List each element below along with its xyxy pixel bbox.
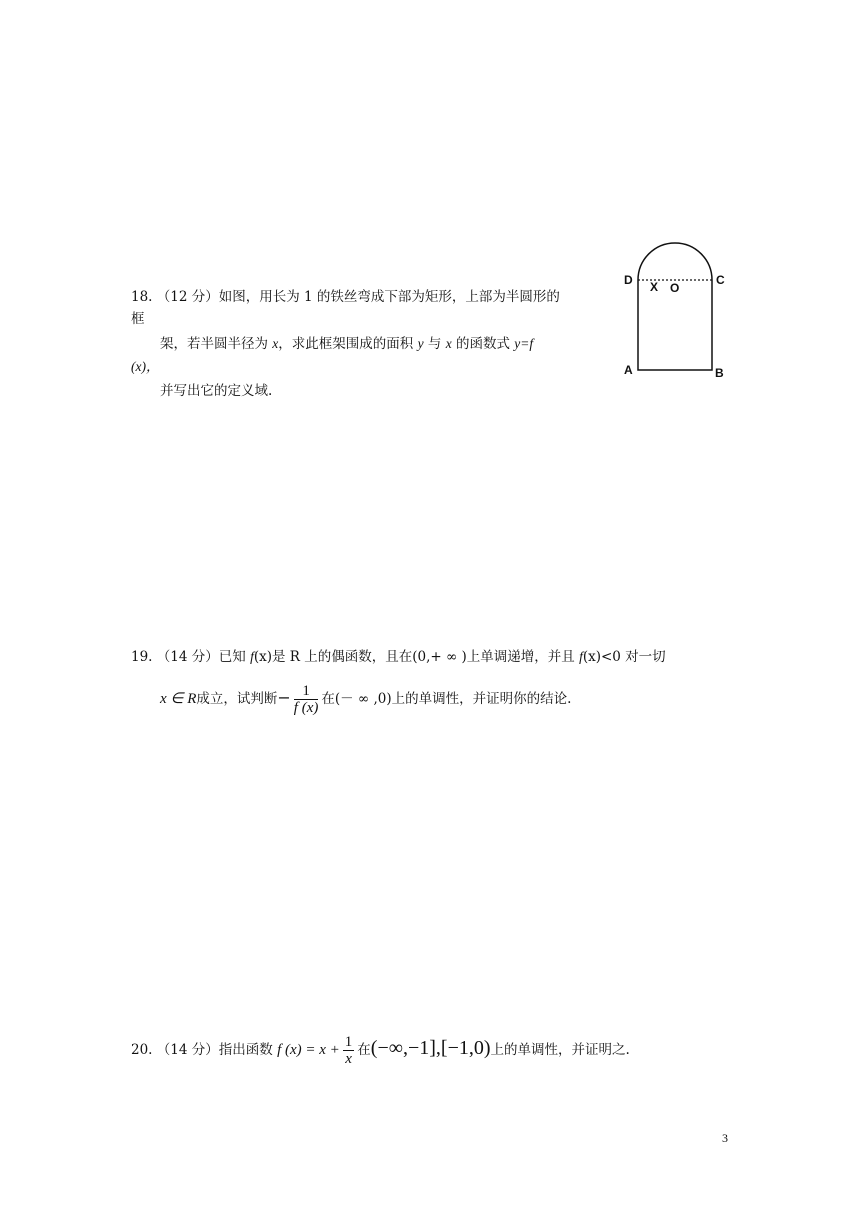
- q18-text-2d: 的函数式: [455, 336, 510, 352]
- label-o: O: [670, 281, 680, 295]
- q19-frac-den: f (x): [293, 700, 319, 716]
- q20-number: 20.: [131, 1042, 153, 1058]
- q20-text-b: 在: [357, 1042, 371, 1058]
- semicircle: [638, 243, 712, 280]
- q20-text-a: 指出函数: [218, 1042, 273, 1058]
- label-b: B: [715, 366, 724, 380]
- page-number: 3: [722, 1131, 728, 1145]
- q20-interval: (−∞,−1],[−1,0): [370, 1037, 491, 1059]
- q18-func: y=f: [514, 336, 534, 351]
- q18-var-y: y: [417, 336, 424, 351]
- q18-number: 18.: [131, 289, 153, 305]
- q20-frac-num: 1: [344, 1034, 353, 1050]
- q20-frac-den: x: [345, 1051, 352, 1067]
- q19-f2: f: [579, 649, 583, 664]
- q19-frac-num: 1: [294, 683, 319, 700]
- q19-f: f: [250, 649, 254, 664]
- q19-fraction: [294, 683, 319, 716]
- q18-line3: (x)，: [131, 359, 160, 374]
- q18-text-1: 如图，用长为 1 的铁丝弯成下部为矩形，上部为半圆形的: [218, 289, 560, 305]
- frame-figure: [615, 236, 735, 381]
- q19-text-1a: 已知: [218, 649, 246, 665]
- q18-line1b: 框: [131, 311, 145, 327]
- q18-line4: 并写出它的定义域.: [160, 383, 273, 399]
- label-c: C: [716, 273, 725, 287]
- q19-line1: [131, 648, 666, 666]
- q18-text-2c: 与: [427, 336, 442, 352]
- q18-text-2b: ，求此框架围成的面积: [278, 336, 414, 352]
- q20-points: （14 分）: [156, 1042, 219, 1058]
- q18-text-2a: 架，若半圆半径为: [160, 336, 268, 352]
- q19-text-2c: 在(－ ∞ ,0)上的单调性，并证明你的结论.: [321, 691, 572, 707]
- q19-line2: [160, 680, 571, 717]
- q19-text-1b: (x)是 R 上的偶函数，且在(0,+ ∞ )上单调递增，并且: [253, 649, 575, 665]
- q19-x-in-r: x ∈ R: [160, 691, 197, 707]
- q19-text-1c: (x)<0 对一切: [582, 649, 666, 665]
- q19-points: （14 分）: [156, 649, 219, 665]
- q20-line: [131, 1030, 630, 1068]
- q18-line1: [131, 288, 560, 306]
- q18-points: （12 分）: [156, 289, 219, 305]
- q18-line2: [160, 335, 533, 353]
- label-x: X: [650, 280, 659, 294]
- q18-var-x2: x: [445, 336, 452, 351]
- q18-var-x: x: [272, 336, 279, 351]
- q20-text-c: 上的单调性，并证明之.: [490, 1042, 630, 1058]
- q19-minus: −: [277, 688, 291, 707]
- q19-text-2b: 成立，试判断: [196, 691, 278, 707]
- q20-formula: f (x) = x +: [277, 1042, 340, 1058]
- q19-number: 19.: [131, 649, 153, 665]
- label-d: D: [624, 273, 633, 287]
- q20-fraction: [343, 1034, 355, 1067]
- label-a: A: [624, 363, 633, 377]
